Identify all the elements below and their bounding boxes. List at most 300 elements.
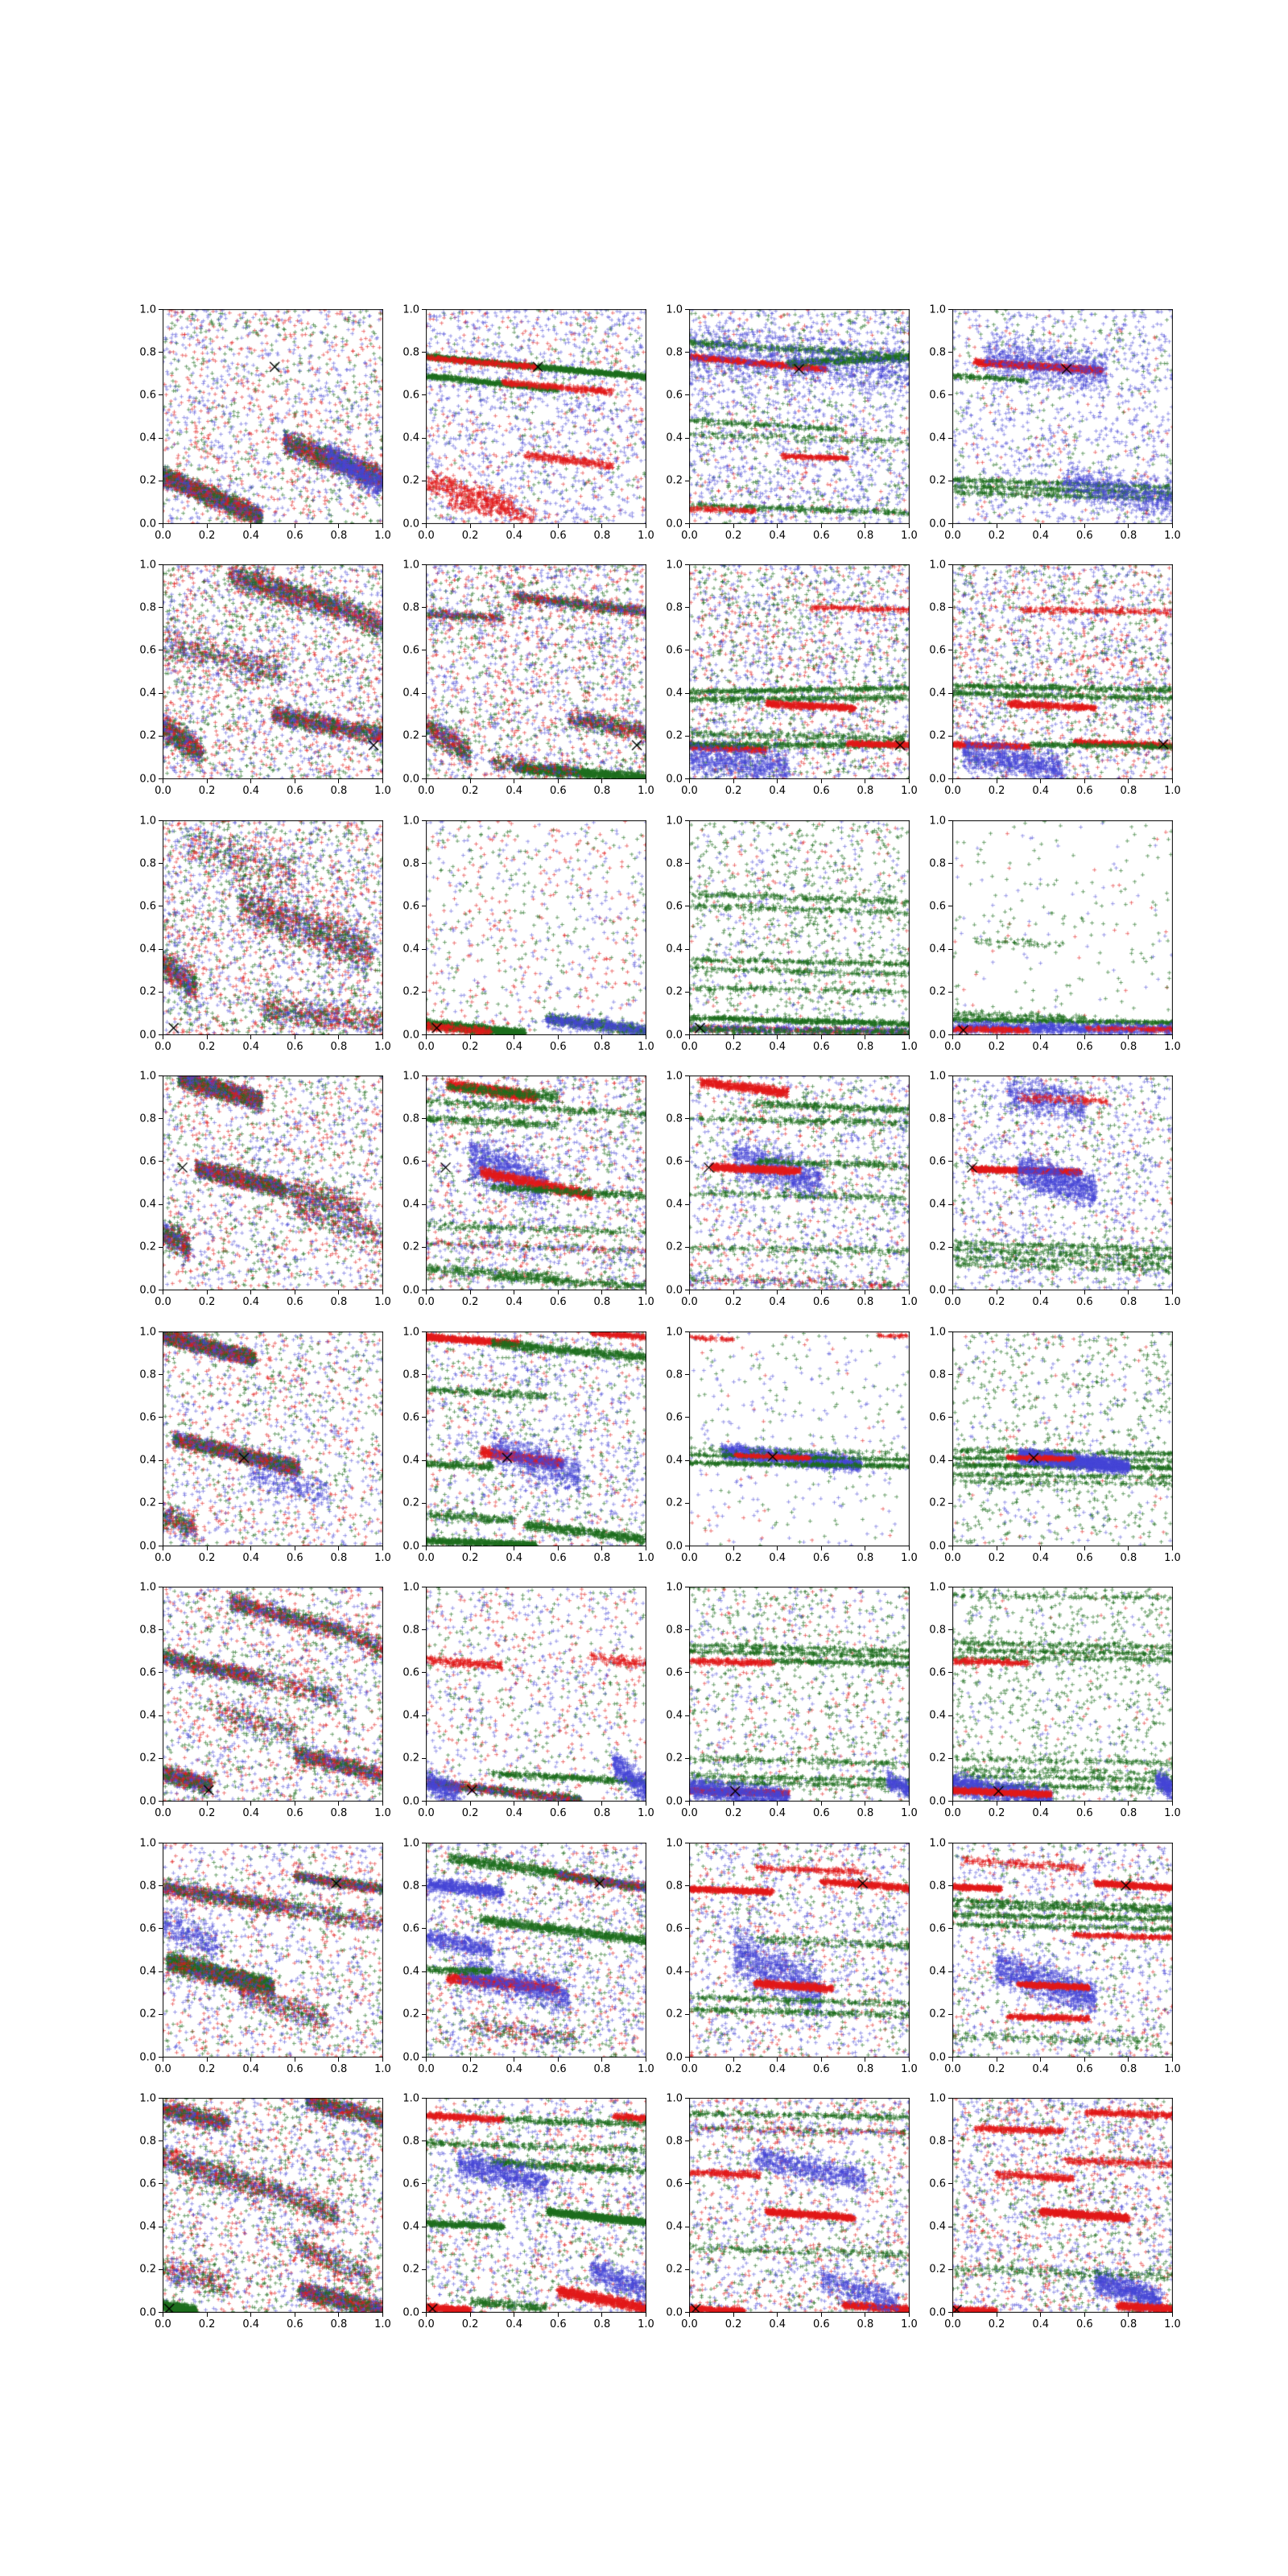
x-tick-label: 1.0 [1164, 1807, 1181, 1819]
y-tick-label: 0.6 [929, 1411, 946, 1424]
x-tick-label: 1.0 [374, 2063, 391, 2075]
x-tick-mark [382, 1802, 383, 1806]
x-tick-label: 1.0 [1164, 785, 1181, 797]
x-tick-label: 0.4 [506, 1041, 523, 1053]
x-tick-label: 0.8 [330, 2318, 348, 2330]
subplot-r7c2 [402, 1837, 654, 2075]
x-tick-label: 0.8 [593, 1552, 611, 1564]
y-tick-label: 1.0 [929, 303, 946, 316]
y-tick-label: 0.0 [139, 1029, 156, 1041]
x-tick-label: 0.8 [330, 1807, 348, 1819]
y-tick-mark [948, 778, 952, 779]
subplot-r5c2 [402, 1326, 654, 1564]
y-tick-label: 1.0 [666, 815, 683, 827]
y-tick-mark [948, 2312, 952, 2313]
x-tick-label: 0.0 [155, 785, 171, 797]
y-tick-label: 0.2 [929, 1241, 946, 1253]
x-tick-label: 0.0 [944, 2318, 961, 2330]
scatter-canvas-r3c1 [163, 820, 383, 1035]
subplot-r3c3 [666, 815, 918, 1053]
y-tick-mark [948, 1118, 952, 1119]
x-tick-label: 1.0 [901, 1807, 918, 1819]
y-tick-label: 0.4 [402, 431, 419, 444]
y-tick-mark [159, 736, 163, 737]
x-tick-label: 0.8 [330, 785, 348, 797]
y-tick-label: 0.6 [402, 1411, 419, 1424]
y-tick-mark [948, 1331, 952, 1332]
x-tick-label: 0.6 [1075, 1041, 1093, 1053]
x-tick-mark [382, 779, 383, 783]
y-tick-mark [159, 1204, 163, 1205]
x-tick-label: 0.4 [769, 1296, 786, 1308]
x-tick-mark [733, 779, 734, 783]
x-tick-label: 0.2 [461, 1807, 479, 1819]
x-tick-label: 0.2 [461, 1552, 479, 1564]
x-tick-label: 0.8 [1120, 2063, 1137, 2075]
x-tick-label: 0.6 [549, 1296, 567, 1308]
x-tick-mark [601, 1290, 602, 1294]
x-tick-label: 1.0 [374, 1807, 391, 1819]
y-tick-label: 0.8 [402, 1113, 419, 1125]
x-tick-mark [250, 1546, 251, 1550]
y-tick-label: 0.2 [929, 1752, 946, 1765]
y-tick-mark [159, 992, 163, 993]
y-tick-label: 0.8 [666, 346, 683, 359]
y-tick-mark [159, 778, 163, 779]
y-tick-label: 0.8 [666, 601, 683, 614]
x-tick-mark [338, 1546, 339, 1550]
x-tick-label: 0.0 [944, 1041, 961, 1053]
x-tick-label: 0.4 [242, 1552, 260, 1564]
y-tick-label: 0.0 [929, 2306, 946, 2318]
y-tick-label: 0.4 [402, 687, 419, 700]
y-tick-mark [422, 352, 426, 353]
x-tick-mark [777, 1546, 778, 1550]
y-tick-label: 1.0 [666, 1070, 683, 1082]
y-tick-label: 1.0 [929, 1581, 946, 1593]
scatter-canvas-r1c1 [163, 309, 383, 524]
x-tick-mark [821, 1546, 822, 1550]
subplot-r1c4 [929, 303, 1181, 542]
subplot-r6c4 [929, 1581, 1181, 1819]
x-tick-label: 0.8 [1120, 1296, 1137, 1308]
x-tick-label: 0.2 [724, 1807, 742, 1819]
y-tick-mark [422, 2014, 426, 2015]
y-tick-mark [159, 438, 163, 439]
x-tick-mark [689, 1290, 690, 1294]
y-tick-label: 1.0 [666, 303, 683, 316]
x-tick-label: 0.4 [769, 2318, 786, 2330]
y-tick-label: 0.6 [666, 644, 683, 657]
x-tick-label: 1.0 [374, 530, 391, 542]
x-tick-label: 0.8 [1120, 1552, 1137, 1564]
y-tick-label: 0.8 [929, 857, 946, 870]
x-tick-label: 0.6 [286, 2063, 303, 2075]
y-tick-label: 0.2 [402, 2263, 419, 2276]
x-tick-label: 1.0 [901, 1296, 918, 1308]
x-tick-label: 0.6 [549, 2063, 567, 2075]
y-tick-label: 0.4 [139, 2220, 156, 2233]
y-tick-mark [159, 1758, 163, 1759]
y-tick-label: 0.2 [139, 2008, 156, 2021]
y-tick-mark [159, 2269, 163, 2270]
x-tick-mark [601, 1546, 602, 1550]
x-tick-mark [558, 1035, 559, 1039]
y-tick-mark [948, 1758, 952, 1759]
y-tick-mark [948, 523, 952, 524]
x-tick-mark [1084, 2313, 1085, 2317]
scatter-canvas-r1c3 [689, 309, 910, 524]
y-tick-mark [159, 2014, 163, 2015]
y-tick-label: 0.8 [139, 2135, 156, 2148]
y-tick-label: 0.2 [139, 1496, 156, 1509]
y-tick-label: 0.8 [402, 2135, 419, 2148]
x-tick-label: 0.8 [593, 1807, 611, 1819]
x-tick-label: 0.4 [506, 785, 523, 797]
x-tick-label: 1.0 [901, 1552, 918, 1564]
x-tick-label: 1.0 [638, 1296, 654, 1308]
y-tick-label: 0.2 [666, 2263, 683, 2276]
x-tick-label: 0.4 [242, 785, 260, 797]
x-tick-label: 0.6 [812, 785, 830, 797]
x-tick-label: 0.2 [724, 1296, 742, 1308]
y-tick-mark [159, 1374, 163, 1375]
x-tick-mark [909, 2058, 910, 2062]
y-tick-label: 0.0 [139, 2051, 156, 2063]
x-tick-mark [470, 1290, 471, 1294]
y-tick-label: 0.6 [139, 644, 156, 657]
y-tick-label: 0.4 [139, 431, 156, 444]
x-tick-mark [689, 1546, 690, 1550]
x-tick-mark [821, 779, 822, 783]
y-tick-label: 0.2 [929, 2263, 946, 2276]
y-tick-label: 0.0 [402, 518, 419, 530]
x-tick-label: 0.0 [155, 1296, 171, 1308]
y-tick-label: 0.8 [402, 1880, 419, 1893]
y-tick-label: 0.6 [666, 389, 683, 402]
y-tick-mark [422, 1417, 426, 1418]
y-tick-label: 0.4 [666, 1965, 683, 1978]
subplot-r8c3 [666, 2092, 918, 2330]
y-tick-mark [422, 1247, 426, 1248]
y-tick-mark [159, 820, 163, 821]
y-tick-label: 0.8 [402, 857, 419, 870]
x-tick-label: 0.0 [418, 530, 435, 542]
y-tick-mark [422, 992, 426, 993]
y-tick-mark [159, 607, 163, 608]
y-tick-mark [159, 394, 163, 395]
scatter-canvas-r1c2 [426, 309, 646, 524]
y-tick-mark [685, 438, 689, 439]
y-tick-mark [685, 2057, 689, 2058]
y-tick-label: 0.4 [139, 1709, 156, 1722]
x-tick-label: 1.0 [638, 530, 654, 542]
x-tick-mark [426, 1035, 427, 1039]
subplot-r5c1 [139, 1326, 391, 1564]
y-tick-label: 0.0 [666, 2051, 683, 2063]
y-tick-mark [159, 2183, 163, 2184]
y-tick-mark [948, 949, 952, 950]
y-tick-mark [685, 778, 689, 779]
y-tick-mark [159, 1118, 163, 1119]
scatter-canvas-r2c1 [163, 564, 383, 779]
x-tick-label: 1.0 [901, 1041, 918, 1053]
scatter-canvas-r6c3 [689, 1587, 910, 1802]
x-tick-mark [821, 1290, 822, 1294]
x-tick-label: 0.8 [1120, 785, 1137, 797]
x-tick-label: 0.8 [593, 2318, 611, 2330]
x-tick-label: 0.0 [418, 2063, 435, 2075]
y-tick-label: 0.8 [666, 1624, 683, 1637]
scatter-canvas-r7c4 [952, 1843, 1173, 2058]
x-tick-label: 1.0 [901, 530, 918, 542]
x-tick-mark [1172, 524, 1173, 528]
x-tick-mark [733, 2313, 734, 2317]
y-tick-label: 0.2 [666, 729, 683, 742]
y-tick-label: 0.8 [402, 346, 419, 359]
y-tick-mark [685, 863, 689, 864]
x-tick-label: 0.8 [593, 1296, 611, 1308]
y-tick-mark [685, 1161, 689, 1162]
y-tick-label: 0.2 [929, 1496, 946, 1509]
x-tick-mark [426, 779, 427, 783]
y-tick-label: 0.4 [402, 1454, 419, 1467]
x-tick-mark [777, 1802, 778, 1806]
x-tick-mark [338, 1802, 339, 1806]
y-tick-mark [948, 2183, 952, 2184]
x-tick-mark [1128, 2313, 1129, 2317]
x-tick-label: 0.4 [506, 2063, 523, 2075]
x-tick-label: 0.4 [506, 1552, 523, 1564]
x-tick-mark [1128, 1546, 1129, 1550]
y-tick-mark [948, 564, 952, 565]
x-tick-label: 0.2 [461, 530, 479, 542]
x-tick-mark [777, 2313, 778, 2317]
y-tick-mark [159, 2098, 163, 2099]
subplot-r4c1 [139, 1070, 391, 1308]
y-tick-mark [159, 1034, 163, 1035]
x-tick-mark [689, 779, 690, 783]
y-tick-label: 1.0 [929, 815, 946, 827]
y-tick-label: 0.2 [666, 474, 683, 487]
y-tick-mark [422, 820, 426, 821]
x-tick-label: 1.0 [374, 785, 391, 797]
y-tick-mark [422, 1928, 426, 1929]
y-tick-label: 0.2 [402, 474, 419, 487]
y-tick-mark [685, 2269, 689, 2270]
y-tick-mark [422, 438, 426, 439]
y-tick-mark [685, 1503, 689, 1504]
x-tick-mark [1172, 2058, 1173, 2062]
y-tick-mark [948, 1971, 952, 1972]
x-tick-mark [689, 2313, 690, 2317]
y-tick-label: 0.6 [929, 644, 946, 657]
x-tick-label: 0.4 [1032, 785, 1050, 797]
subplot-r2c2 [402, 559, 654, 797]
y-tick-mark [948, 1460, 952, 1461]
y-tick-mark [948, 607, 952, 608]
x-tick-mark [601, 779, 602, 783]
x-tick-mark [733, 1290, 734, 1294]
y-tick-label: 0.4 [929, 1965, 946, 1978]
y-tick-label: 0.0 [139, 1284, 156, 1296]
x-tick-mark [1172, 1546, 1173, 1550]
x-tick-label: 0.6 [286, 1552, 303, 1564]
y-tick-label: 0.8 [402, 1368, 419, 1381]
y-tick-mark [948, 1503, 952, 1504]
x-tick-label: 0.6 [549, 785, 567, 797]
x-tick-label: 0.4 [506, 1296, 523, 1308]
y-tick-label: 0.2 [402, 1496, 419, 1509]
x-tick-label: 0.0 [418, 2318, 435, 2330]
x-tick-label: 0.4 [242, 1296, 260, 1308]
x-tick-label: 1.0 [638, 2063, 654, 2075]
y-tick-label: 0.2 [666, 1241, 683, 1253]
scatter-canvas-r4c4 [952, 1075, 1173, 1290]
y-tick-label: 0.0 [929, 773, 946, 785]
y-tick-mark [685, 523, 689, 524]
x-tick-label: 0.2 [198, 530, 216, 542]
x-tick-label: 0.2 [461, 785, 479, 797]
y-tick-label: 0.0 [139, 1540, 156, 1552]
y-tick-label: 0.2 [666, 1752, 683, 1765]
x-tick-mark [777, 1290, 778, 1294]
y-tick-label: 1.0 [929, 1070, 946, 1082]
x-tick-mark [1128, 779, 1129, 783]
x-tick-label: 0.4 [1032, 1296, 1050, 1308]
y-tick-mark [948, 1034, 952, 1035]
x-tick-label: 0.2 [198, 2318, 216, 2330]
y-tick-label: 0.2 [139, 2263, 156, 2276]
y-tick-label: 0.0 [402, 773, 419, 785]
x-tick-label: 1.0 [638, 1552, 654, 1564]
y-tick-label: 0.0 [666, 1795, 683, 1807]
x-tick-label: 0.0 [681, 1041, 698, 1053]
x-tick-mark [558, 2313, 559, 2317]
y-tick-label: 0.6 [139, 2178, 156, 2190]
y-tick-label: 0.4 [666, 2220, 683, 2233]
y-tick-label: 0.6 [666, 1155, 683, 1168]
y-tick-mark [948, 1715, 952, 1716]
x-tick-label: 0.8 [330, 1552, 348, 1564]
x-tick-mark [952, 1546, 953, 1550]
x-tick-label: 0.2 [461, 1296, 479, 1308]
y-tick-mark [422, 607, 426, 608]
y-tick-mark [685, 1801, 689, 1802]
y-tick-mark [422, 1118, 426, 1119]
y-tick-mark [685, 564, 689, 565]
y-tick-mark [685, 1971, 689, 1972]
x-tick-mark [470, 1802, 471, 1806]
x-tick-mark [250, 779, 251, 783]
x-tick-label: 0.6 [286, 2318, 303, 2330]
y-tick-mark [422, 1758, 426, 1759]
y-tick-mark [422, 1331, 426, 1332]
y-tick-label: 0.6 [139, 1666, 156, 1679]
y-tick-label: 1.0 [666, 559, 683, 571]
y-tick-label: 0.4 [139, 1454, 156, 1467]
y-tick-mark [422, 863, 426, 864]
y-tick-label: 0.8 [402, 1624, 419, 1637]
subplot-r4c4 [929, 1070, 1181, 1308]
y-tick-label: 0.0 [139, 2306, 156, 2318]
x-tick-label: 0.4 [1032, 2318, 1050, 2330]
x-tick-mark [1084, 1290, 1085, 1294]
y-tick-mark [159, 2312, 163, 2313]
y-tick-mark [685, 736, 689, 737]
x-tick-mark [952, 524, 953, 528]
x-tick-mark [909, 2313, 910, 2317]
y-tick-label: 0.0 [929, 1540, 946, 1552]
x-tick-label: 0.6 [1075, 1552, 1093, 1564]
y-tick-mark [685, 1417, 689, 1418]
y-tick-mark [685, 949, 689, 950]
y-tick-label: 0.8 [139, 1113, 156, 1125]
subplot-r1c2 [402, 303, 654, 542]
y-tick-label: 0.2 [929, 2008, 946, 2021]
x-tick-label: 1.0 [638, 785, 654, 797]
y-tick-label: 1.0 [929, 2092, 946, 2104]
y-tick-label: 1.0 [666, 1326, 683, 1338]
y-tick-label: 0.8 [929, 2135, 946, 2148]
y-tick-mark [685, 1118, 689, 1119]
x-tick-mark [1040, 1546, 1041, 1550]
y-tick-label: 0.6 [929, 2178, 946, 2190]
x-tick-mark [207, 1035, 208, 1039]
y-tick-label: 0.8 [929, 1624, 946, 1637]
y-tick-mark [948, 438, 952, 439]
y-tick-label: 0.8 [929, 1880, 946, 1893]
y-tick-mark [422, 2312, 426, 2313]
y-tick-mark [159, 1885, 163, 1886]
x-tick-mark [558, 1546, 559, 1550]
y-tick-mark [159, 1460, 163, 1461]
y-tick-mark [159, 1971, 163, 1972]
x-tick-label: 0.2 [724, 530, 742, 542]
y-tick-label: 1.0 [929, 1326, 946, 1338]
y-tick-label: 0.2 [666, 985, 683, 998]
x-tick-label: 1.0 [901, 2318, 918, 2330]
x-tick-mark [909, 524, 910, 528]
y-tick-label: 0.4 [402, 1198, 419, 1211]
x-tick-label: 0.6 [549, 1041, 567, 1053]
y-tick-mark [948, 1629, 952, 1630]
x-tick-mark [207, 779, 208, 783]
x-tick-label: 0.0 [681, 1296, 698, 1308]
y-tick-label: 0.0 [402, 2306, 419, 2318]
x-tick-mark [1172, 1290, 1173, 1294]
x-tick-label: 0.0 [418, 785, 435, 797]
x-tick-label: 0.0 [418, 1041, 435, 1053]
y-tick-mark [948, 2269, 952, 2270]
x-tick-label: 0.2 [988, 1807, 1005, 1819]
subplot-r4c2 [402, 1070, 654, 1308]
y-tick-label: 0.2 [139, 1752, 156, 1765]
x-tick-mark [338, 2313, 339, 2317]
y-tick-mark [159, 863, 163, 864]
x-tick-mark [426, 1802, 427, 1806]
x-tick-label: 0.4 [242, 1807, 260, 1819]
x-tick-label: 1.0 [1164, 530, 1181, 542]
y-tick-label: 0.2 [929, 985, 946, 998]
y-tick-mark [948, 992, 952, 993]
y-tick-mark [422, 2057, 426, 2058]
x-tick-mark [952, 1802, 953, 1806]
x-tick-mark [733, 1802, 734, 1806]
y-tick-label: 0.6 [666, 1666, 683, 1679]
subplot-r2c3 [666, 559, 918, 797]
y-tick-label: 0.4 [666, 943, 683, 956]
